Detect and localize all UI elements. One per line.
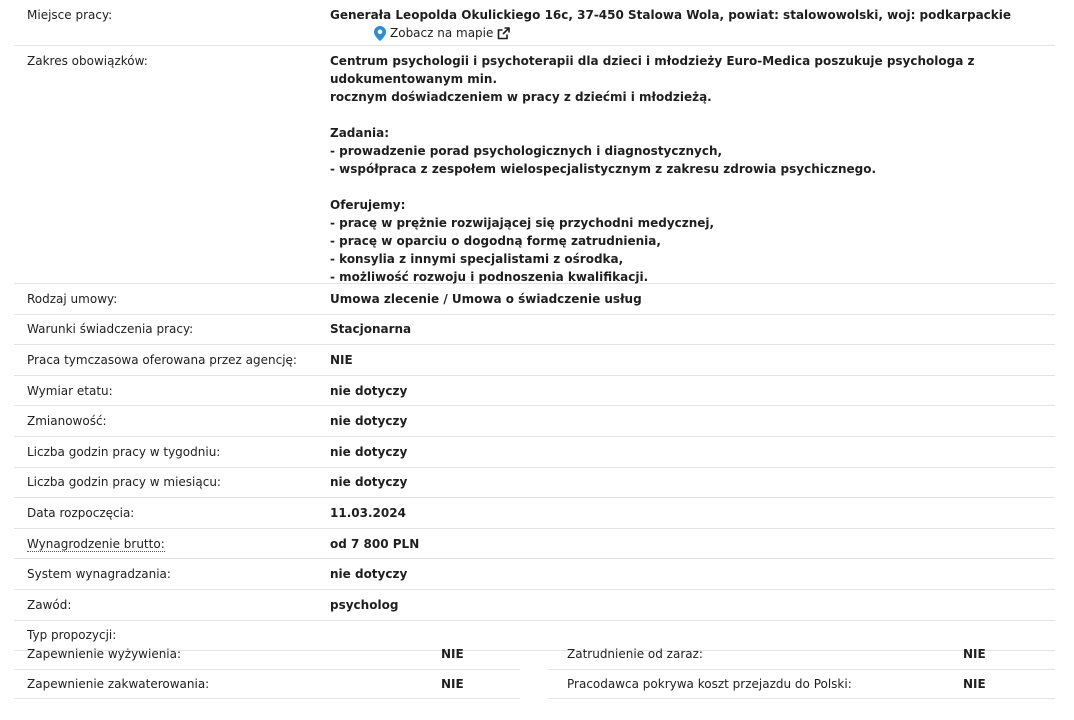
detail-row-salary	[14, 529, 1055, 560]
detail-label: Zawód:	[27, 597, 72, 612]
detail-label: Data rozpoczęcia:	[27, 505, 135, 520]
location-address: Generała Leopolda Okulickiego 16c, 37-450 Stalowa Wola, powiat: stalowowolski, woj: podkarpackie	[330, 8, 1012, 22]
meals-label: Zapewnienie wyżywienia:	[27, 647, 182, 662]
detail-value	[330, 6, 1055, 46]
immediate-employment-value: NIE	[963, 647, 986, 662]
detail-value: 11.03.2024	[330, 505, 406, 520]
offer-type-grid	[14, 640, 1055, 699]
detail-row-weekly-hours	[14, 437, 1055, 468]
detail-value: Stacjonarna	[330, 322, 412, 337]
detail-value: nie dotyczy	[330, 475, 408, 490]
map-pin-icon	[374, 26, 386, 41]
detail-label: Zakres obowiązków:	[27, 54, 148, 68]
detail-label: Miejsce pracy:	[27, 8, 113, 22]
detail-label: Rodzaj umowy:	[27, 291, 118, 306]
detail-value: psycholog	[330, 597, 399, 612]
immediate-employment-item	[549, 640, 1055, 670]
detail-label: System wynagradzania:	[27, 567, 171, 582]
detail-value: nie dotyczy	[330, 383, 408, 398]
detail-row-start-date	[14, 498, 1055, 529]
detail-label: Praca tymczasowa oferowana przez agencję:	[27, 352, 297, 367]
detail-value: nie dotyczy	[330, 444, 408, 459]
detail-label: Liczba godzin pracy w miesiącu:	[27, 475, 221, 490]
detail-row-contract-type	[14, 284, 1055, 315]
meals-value: NIE	[441, 647, 464, 662]
detail-row-profession	[14, 590, 1055, 621]
external-link-icon	[497, 27, 510, 40]
detail-value: od 7 800 PLN	[330, 536, 420, 551]
accommodation-label: Zapewnienie zakwaterowania:	[27, 676, 210, 691]
travel-cost-label: Pracodawca pokrywa koszt przejazdu do Polski:	[567, 676, 852, 691]
travel-cost-item	[549, 670, 1055, 700]
detail-label: Liczba godzin pracy w tygodniu:	[27, 444, 221, 459]
see-on-map-link[interactable]	[374, 24, 510, 42]
detail-value: nie dotyczy	[330, 567, 408, 582]
detail-label: Typ propozycji:	[27, 628, 117, 643]
detail-row-location	[14, 0, 1055, 46]
salary-label-text: Wynagrodzenie brutto:	[27, 536, 165, 551]
detail-label: Zmianowość:	[27, 414, 107, 429]
travel-cost-value: NIE	[963, 676, 986, 691]
detail-row-temp-agency	[14, 345, 1055, 376]
detail-row-monthly-hours	[14, 468, 1055, 499]
immediate-employment-label: Zatrudnienie od zaraz:	[567, 647, 703, 662]
accommodation-value: NIE	[441, 676, 464, 691]
detail-value: Umowa zlecenie / Umowa o świadczenie usług	[330, 291, 642, 306]
accommodation-item	[14, 670, 520, 700]
detail-label: Warunki świadczenia pracy:	[27, 322, 194, 337]
detail-value: NIE	[330, 352, 353, 367]
offer-type-row	[14, 640, 1055, 670]
detail-row-working-time	[14, 376, 1055, 407]
detail-row-pay-system	[14, 559, 1055, 590]
see-on-map-label: Zobacz na mapie	[390, 26, 494, 40]
job-details-list	[14, 0, 1055, 651]
detail-row-work-conditions	[14, 315, 1055, 346]
detail-row-shifts	[14, 406, 1055, 437]
offer-type-row	[14, 670, 1055, 700]
meals-item	[14, 640, 520, 670]
salary-label[interactable]	[14, 535, 330, 553]
detail-value: Centrum psychologii i psychoterapii dla dzieci i młodzieży Euro-Medica poszukuje psychologa z udokumentowanym min. rocznym doświadczeniem w pracy z dziećmi i młodzieżą. Zadania: - prowadzenie porad psychologicznych i diagnostycznych, - współpraca z zespołem wielospecjalistycznym z zakresu zdrowia psychicznego. Oferujemy: - pracę w prężnie rozwijającej się przychodni medycznej, - pracę w oparciu o dogodną formę zatrudnienia, - konsylia z innymi specjalistami z ośrodka, - możliwość rozwoju i podnoszenia kwalifikacji.	[330, 54, 975, 284]
detail-label: Wymiar etatu:	[27, 383, 113, 398]
detail-value: nie dotyczy	[330, 414, 408, 429]
detail-row-duties	[14, 46, 1055, 284]
